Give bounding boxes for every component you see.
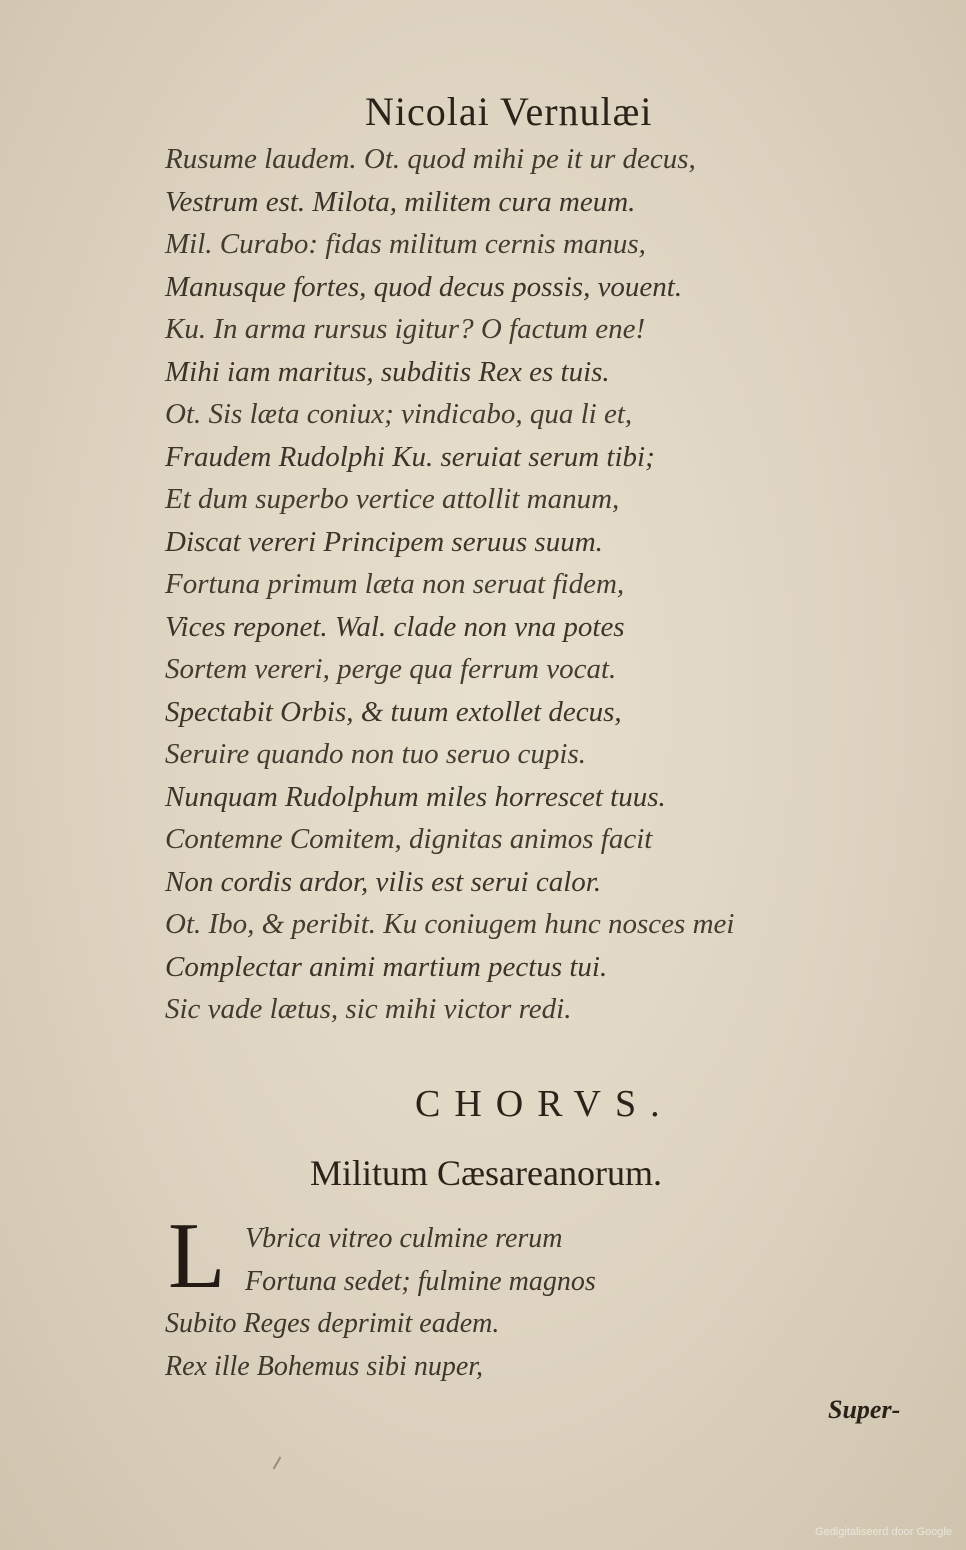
verse-line: Mihi iam maritus, subditis Rex es tuis.	[165, 355, 610, 388]
verse-block	[165, 138, 925, 1031]
chorus-line: Rex ille Bohemus sibi nuper,	[165, 1350, 484, 1382]
chorus-line: Vbrica vitreo culmine rerum	[245, 1223, 563, 1254]
verse-line: Non cordis ardor, vilis est serui calor.	[165, 865, 602, 898]
verse-line: Ot. Sis læta coniux; vindicabo, qua li et,	[165, 398, 633, 430]
chorus-subtitle: Militum Cæsareanorum.	[310, 1153, 662, 1193]
ink-mark	[273, 1456, 282, 1469]
verse-line: Fraudem Rudolphi Ku. seruiat serum tibi;	[165, 440, 655, 473]
verse-line: Vestrum est. Milota, militem cura meum.	[165, 185, 636, 218]
chorus-title: CHORVS.	[415, 1083, 674, 1125]
chorus-verse-block	[165, 1204, 925, 1388]
verse-line: Complectar animi martium pectus tui.	[165, 950, 608, 983]
verse-line: Sortem vereri, perge qua ferrum vocat.	[165, 653, 617, 685]
verse-line: Mil. Curabo: fidas militum cernis manus,	[165, 228, 646, 260]
verse-line: Et dum superbo vertice attollit manum,	[165, 483, 620, 515]
verse-line: Ku. In arma rursus igitur? O factum ene!	[165, 313, 646, 345]
verse-line: Contemne Comitem, dignitas animos facit	[165, 823, 653, 855]
drop-capital: L	[168, 1204, 226, 1308]
verse-line: Manusque fortes, quod decus possis, vouent.	[165, 270, 683, 303]
verse-line: Seruire quando non tuo seruo cupis.	[165, 738, 587, 770]
verse-line: Vices reponet. Wal. clade non vna potes	[165, 610, 625, 643]
verse-line: Ot. Ibo, & peribit. Ku coniugem hunc nosces mei	[165, 908, 735, 940]
verse-line: Spectabit Orbis, & tuum extollet decus,	[165, 695, 622, 728]
verse-line: Rusume laudem. Ot. quod mihi pe it ur decus,	[165, 143, 696, 175]
verse-line: Sic vade lætus, sic mihi victor redi.	[165, 993, 572, 1025]
verse-line: Discat vereri Principem seruus suum.	[165, 525, 603, 558]
chorus-line: Subito Reges deprimit eadem.	[165, 1308, 500, 1339]
verse-line: Fortuna primum læta non seruat fidem,	[165, 568, 625, 600]
catchword: Super-	[828, 1395, 901, 1424]
running-header: Nicolai Vernulæi	[365, 89, 653, 134]
verse-line: Nunquam Rudolphum miles horrescet tuus.	[165, 780, 666, 813]
digitization-watermark: Gedigitaliseerd door Google	[815, 1526, 952, 1538]
chorus-line: Fortuna sedet; fulmine magnos	[245, 1265, 596, 1297]
